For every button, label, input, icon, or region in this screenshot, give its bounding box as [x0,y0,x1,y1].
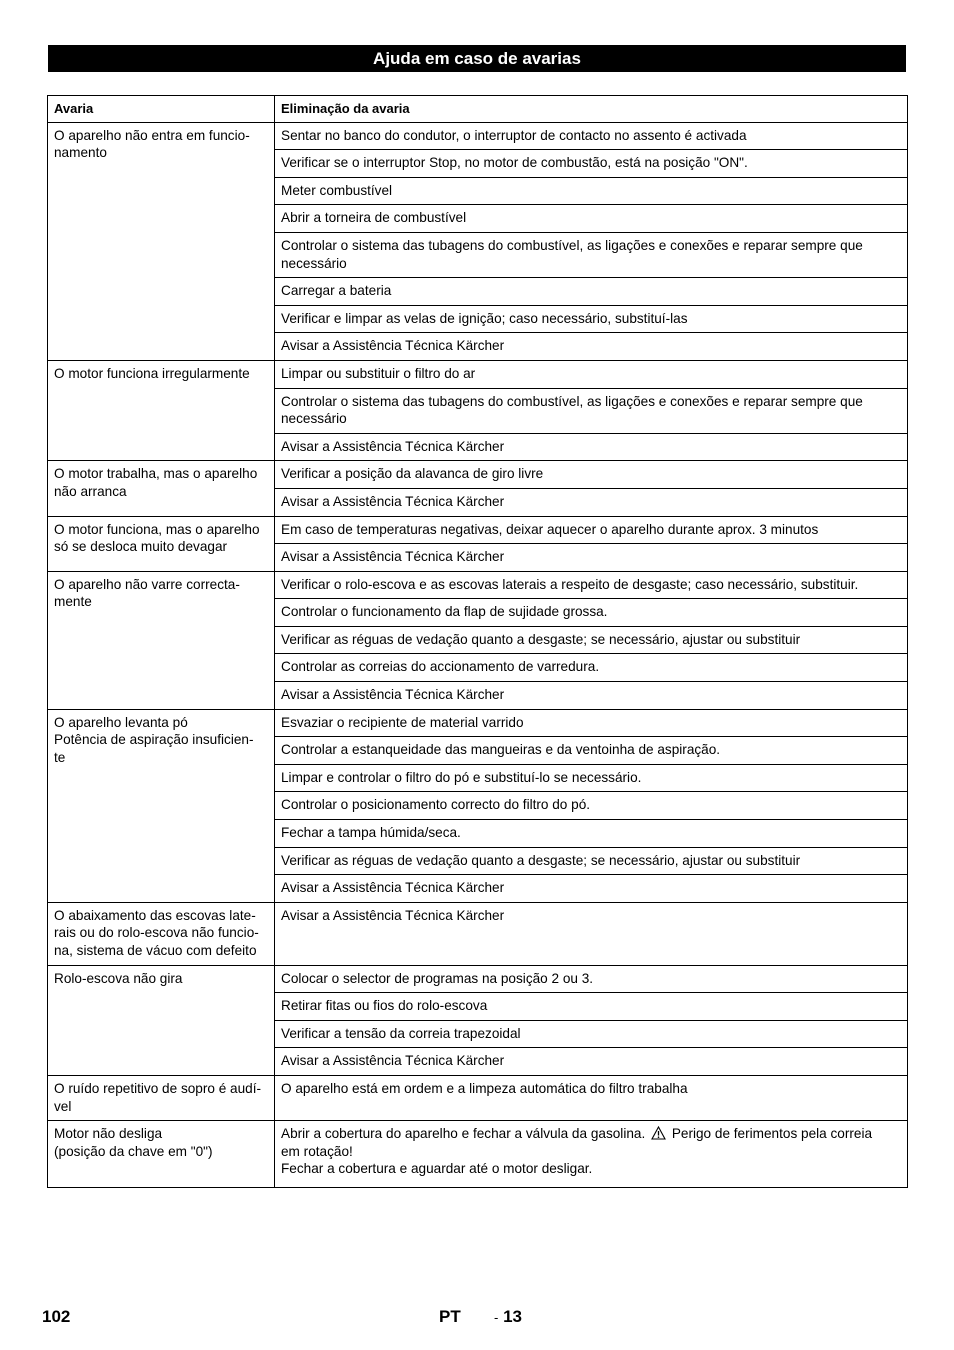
remedy-line: Colocar o selector de programas na posição 2 ou 3. [281,970,594,986]
remedy-cell [275,993,908,1021]
remedy-line: Controlar as correias do accionamento de varredura. [281,659,600,675]
remedy-cell [275,516,908,544]
remedy-cell [275,820,908,848]
fault-line: namento [54,145,107,161]
remedy-cell [275,792,908,820]
remedy-line: Verificar o rolo-escova e as escovas laterais a respeito de desgaste; caso necessário, substituir. [281,576,859,592]
remedy-line: Retirar fitas ou fios do rolo-escova [281,998,488,1014]
remedy-cell [275,461,908,489]
remedy-line: Em caso de temperaturas negativas, deixar aquecer o aparelho durante aprox. 3 minutos [281,521,819,537]
remedy-line: Verificar as réguas de vedação quanto a desgaste; se necessário, ajustar ou substituir [281,631,801,647]
fault-line: O aparelho não entra em funcio- [54,127,250,143]
remedy-cell [275,571,908,599]
remedy-cell [275,333,908,361]
fault-line: O abaixamento das escovas late- [54,907,256,923]
remedy-line: Sentar no banco do condutor, o interruptor de contacto no assento é activada [281,127,747,143]
remedy-cell [275,1020,908,1048]
fault-line: Rolo-escova não gira [54,970,183,986]
table-row [48,122,908,150]
table-row [48,1075,908,1120]
remedy-line: Limpar e controlar o filtro do pó e substituí-lo se necessário. [281,769,642,785]
fault-cell [48,516,275,571]
remedy-line: Verificar as réguas de vedação quanto a desgaste; se necessário, ajustar ou substituir [281,852,801,868]
remedy-line: Controlar o sistema das tubagens do combustível, as ligações e conexões e reparar sempre que [281,237,863,253]
remedy-cell [275,122,908,150]
remedy-line: Avisar a Assistência Técnica Kärcher [281,1053,505,1069]
fault-cell [48,1075,275,1120]
fault-line: rais ou do rolo-escova não funcio- [54,925,259,941]
fault-cell [48,709,275,902]
fault-cell [48,461,275,516]
remedy-cell [275,433,908,461]
remedy-line: necessário [281,411,347,427]
page-number: 102 [42,1307,71,1326]
fault-cell [48,360,275,460]
remedy-cell [275,709,908,737]
remedy-cell [275,847,908,875]
troubleshooting-table [47,95,908,1188]
remedy-line: Verificar e limpar as velas de ignição; caso necessário, substituí-las [281,310,688,326]
remedy-line: Controlar o funcionamento da flap de sujidade grossa. [281,604,608,620]
remedy-cell [275,388,908,433]
remedy-line: Verificar a posição da alavanca de giro livre [281,466,544,482]
header-remedy: Eliminação da avaria [275,96,908,123]
fault-cell [48,902,275,965]
fault-line: Potência de aspiração insuficien- [54,732,254,748]
remedy-cell [275,360,908,388]
remedy-cell [275,1048,908,1076]
sub-page-value: 13 [503,1307,522,1326]
fault-line: O motor funciona, mas o aparelho [54,521,260,537]
remedy-line: Meter combustível [281,182,393,198]
remedy-line: Controlar o posicionamento correcto do filtro do pó. [281,797,591,813]
remedy-cell [275,737,908,765]
remedy-line: Avisar a Assistência Técnica Kärcher [281,549,505,565]
sub-page-number [494,1306,522,1329]
remedy-cell [275,278,908,306]
remedy-line: Abrir a torneira de combustível [281,210,467,226]
fault-cell [48,1121,275,1188]
remedy-text: Abrir a cobertura do aparelho e fechar a válvula da gasolina. [281,1126,646,1142]
remedy-line: Avisar a Assistência Técnica Kärcher [281,880,505,896]
fault-line: mente [54,594,92,610]
remedy-cell [275,902,908,965]
fault-line: O motor trabalha, mas o aparelho [54,466,258,482]
remedy-cell [275,654,908,682]
header-fault: Avaria [48,96,275,123]
remedy-cell [275,177,908,205]
table-row [48,1121,908,1188]
fault-line: O motor funciona irregularmente [54,365,250,381]
remedy-line: Verificar a tensão da correia trapezoidal [281,1025,521,1041]
remedy-cell [275,205,908,233]
fault-line: O aparelho levanta pó [54,714,188,730]
remedy-cell [275,1121,908,1188]
page-title: Ajuda em caso de avarias [48,45,906,72]
remedy-cell [275,305,908,333]
remedy-text: Fechar a cobertura e aguardar até o motor desligar. [281,1161,593,1177]
remedy-line: Verificar se o interruptor Stop, no motor de combustão, está na posição "ON". [281,155,748,171]
remedy-cell [275,232,908,277]
remedy-cell [275,626,908,654]
remedy-line: Avisar a Assistência Técnica Kärcher [281,493,505,509]
remedy-cell [275,875,908,903]
language-code: PT [439,1307,461,1326]
remedy-cell [275,488,908,516]
fault-line: te [54,749,66,765]
fault-line: O ruído repetitivo de sopro é audí- [54,1080,262,1096]
remedy-cell [275,1075,908,1120]
fault-line: vel [54,1098,72,1114]
remedy-line: necessário [281,255,347,271]
warning-triangle-icon [651,1126,666,1140]
table-row [48,461,908,489]
fault-cell [48,571,275,709]
table-row [48,516,908,544]
fault-line: não arranca [54,483,127,499]
remedy-line: Controlar o sistema das tubagens do combustível, as ligações e conexões e reparar sempre que [281,393,863,409]
table-row [48,571,908,599]
remedy-cell [275,764,908,792]
remedy-line: Controlar a estanqueidade das mangueiras e da ventoinha de aspiração. [281,742,721,758]
remedy-line: Esvaziar o recipiente de material varrido [281,714,524,730]
table-row [48,965,908,993]
remedy-line: Avisar a Assistência Técnica Kärcher [281,687,505,703]
fault-line: Motor não desliga [54,1126,163,1142]
remedy-line: Limpar ou substituir o filtro do ar [281,365,476,381]
remedy-line: Fechar a tampa húmida/seca. [281,825,461,841]
remedy-cell [275,544,908,572]
fault-cell [48,122,275,360]
remedy-line: Carregar a bateria [281,283,392,299]
remedy-cell [275,150,908,178]
fault-cell [48,965,275,1075]
table-header-row [48,96,908,123]
remedy-text: em rotação! [281,1143,353,1159]
remedy-line: Avisar a Assistência Técnica Kärcher [281,338,505,354]
remedy-warning-text: Perigo de ferimentos pela correia [671,1126,873,1142]
remedy-line: O aparelho está em ordem e a limpeza automática do filtro trabalha [281,1080,688,1096]
fault-line: só se desloca muito devagar [54,539,228,555]
remedy-cell [275,599,908,627]
fault-line: na, sistema de vácuo com defeito [54,943,257,958]
remedy-cell [275,682,908,710]
remedy-line: Avisar a Assistência Técnica Kärcher [281,438,505,454]
table-row [48,360,908,388]
table-row [48,902,908,965]
remedy-line: Avisar a Assistência Técnica Kärcher [281,907,505,923]
remedy-cell [275,965,908,993]
table-row [48,709,908,737]
fault-line: (posição da chave em "0") [54,1143,213,1159]
page-dash: - [494,1310,499,1325]
fault-line: O aparelho não varre correcta- [54,576,240,592]
